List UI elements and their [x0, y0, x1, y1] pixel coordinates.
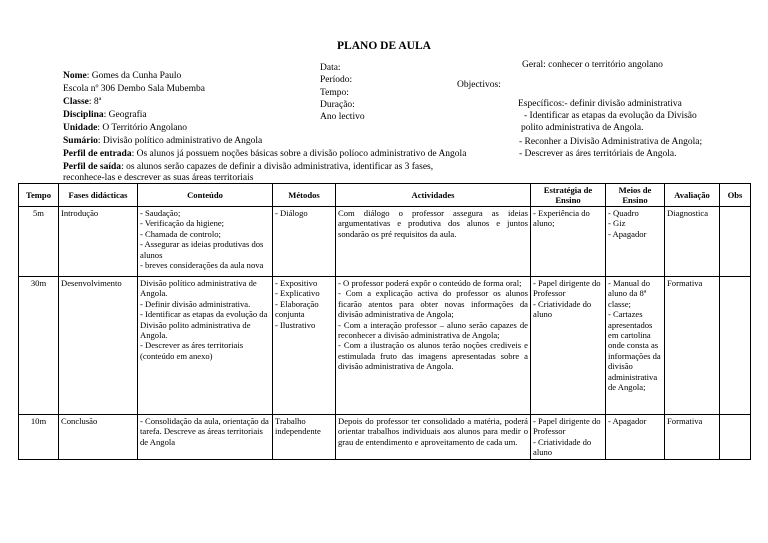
- cell-meios: [606, 415, 665, 460]
- tempo-label: Tempo:: [320, 88, 349, 98]
- header-conteudo: Conteúdo: [138, 184, 273, 207]
- data-label: Data:: [320, 63, 341, 73]
- sumario-line: [63, 135, 262, 147]
- disciplina-line: [63, 109, 147, 121]
- conteudo-line: - Chamada de controlo;: [140, 228, 221, 239]
- estrategia-line: - Criatividade do aluno: [533, 298, 592, 320]
- cell-actividades: [336, 277, 531, 415]
- estrategia-line: - Experiência do aluno;: [533, 208, 590, 229]
- sumario-value: : Divisão político administrativo de Angola: [97, 136, 263, 146]
- classe-line: [63, 96, 101, 108]
- header-obs: Obs: [720, 184, 751, 207]
- objectivos-label: Objectivos:: [457, 80, 501, 90]
- cell-conteudo: [138, 415, 273, 460]
- periodo-label: Período:: [320, 75, 353, 85]
- nome-value: : Gomes da Cunha Paulo: [86, 71, 182, 81]
- cell-actividades: [336, 415, 531, 460]
- cell-meios: [606, 207, 665, 277]
- duracao-label: Duração:: [320, 100, 355, 110]
- objectivo-especifico-5: - Descrever as áres territóriais de Angola.: [519, 149, 677, 159]
- actividade-line: - Com a ilustração os alunos terão noções crediveis e estimulada fruto das imagens apresentadas sobre a divisão administrativa de Angola.: [338, 340, 528, 372]
- header-actividades: Actividades: [336, 184, 531, 207]
- table-row: [19, 207, 751, 277]
- perfil-entrada-label: Perfil de entrada: [63, 149, 132, 159]
- cell-conteudo: [138, 207, 273, 277]
- header-metodos: Métodos: [273, 184, 336, 207]
- estrategia-line: - Papel dirigente do Professor: [533, 416, 601, 437]
- meio-line: - Apagador: [608, 228, 647, 239]
- cell-tempo: 5m: [19, 207, 59, 277]
- cell-actividades: [336, 207, 531, 277]
- cell-conteudo: [138, 277, 273, 415]
- conteudo-line: - Consolidação da aula, orientação da tarefa. Descreve as áreas territoriais de Angola: [140, 416, 269, 447]
- conteudo-line: - Assegurar as ideias produtivas dos alunos: [140, 239, 264, 260]
- cell-estrategia: [531, 415, 606, 460]
- estrategia-line: - Papel dirigente do Professor: [533, 278, 601, 299]
- objectivo-especifico-4: - Reconher a Divisão Administrativa de Angola;: [519, 137, 703, 147]
- conteudo-line: Divisão político administrativa de Angola.: [140, 278, 257, 299]
- escola-line: Escola nº 306 Dembo Sala Mubemba: [63, 84, 205, 94]
- conteudo-line: - breves considerações da aula nova: [140, 260, 264, 271]
- classe-label: Classe: [63, 97, 89, 107]
- objectivo-especifico-2: - Identificar as etapas da evolução da Divisão: [524, 111, 697, 121]
- actividade-line: Depois do professor ter consolidado a matéria, poderá orientar trabalhos individuais aos alunos para medir o grau de entendimento e aproveitamento de cada um.: [338, 416, 528, 447]
- actividade-line: - Com a interação professor – aluno serão capazes de reconhecer a divisão administrativa de Angola;: [338, 319, 528, 341]
- conteudo-line: - Definir divisão administrativa.: [140, 298, 251, 309]
- actividade-line: - O professor poderá expôr o conteúdo de forma oral;: [338, 278, 522, 288]
- actividade-line: - Com a explicação activa do professor os alunos ficarão atentos para obter novas informações da divisão administrativa de Angola;: [338, 288, 528, 320]
- table-row: [19, 415, 751, 460]
- cell-metodos: [273, 415, 336, 460]
- header-meios: Meios de Ensino: [606, 184, 665, 207]
- ano-lectivo-label: Ano lectivo: [320, 112, 365, 122]
- conteudo-line: - Identificar as etapas da evolução da Divisão polito administrativa de Angola.: [140, 309, 268, 341]
- estrategia-line: - Criatividade do aluno: [533, 436, 592, 458]
- disciplina-label: Disciplina: [63, 110, 104, 120]
- meio-line: - Quadro: [608, 208, 639, 218]
- table-row: [19, 277, 751, 415]
- nome-label: Nome: [63, 71, 87, 81]
- unidade-label: Unidade: [63, 123, 98, 133]
- unidade-value: : O Território Angolano: [97, 123, 187, 133]
- perfil-saida-line-2: reconhece-las e descrever as suas áreas territoriais: [63, 173, 254, 183]
- objectivo-especifico-3: polito administrativa de Angola.: [521, 123, 644, 133]
- perfil-entrada-value: : Os alunos já possuem noções básicas sobre a divisão políoco administrativo de Angola: [131, 149, 467, 159]
- header-tempo: Tempo: [19, 184, 59, 207]
- header-avaliacao: Avaliação: [665, 184, 720, 207]
- cell-meios: [606, 277, 665, 415]
- cell-fase: Conclusão: [59, 415, 138, 460]
- meio-line: - Giz: [608, 218, 626, 229]
- metodo-line: - Elaboração conjunta: [275, 298, 319, 320]
- objectivos-especificos: Específicos:- definir divisão administrativa: [518, 99, 682, 109]
- cell-fase: Introdução: [59, 207, 138, 277]
- header-estrategia: Estratégia de Ensino: [531, 184, 606, 207]
- cell-obs: [720, 415, 751, 460]
- cell-metodos: [273, 207, 336, 277]
- conteudo-line: - Verificação da higiene;: [140, 218, 225, 229]
- lesson-plan-table: [18, 183, 751, 460]
- perfil-saida-label: Perfil de saída: [63, 162, 122, 172]
- metodo-line: - Ilustrativo: [275, 319, 316, 330]
- nome-line: [63, 70, 181, 82]
- cell-estrategia: [531, 207, 606, 277]
- meio-line: - Manual do aluno da 8ª classe;: [608, 278, 651, 309]
- cell-metodos: [273, 277, 336, 415]
- meio-line: - Cartazes apresentados em cartolina onde consta as informações da divisão administrativa de Angola;: [608, 309, 661, 393]
- perfil-saida-value: : os alunos serão capazes de definir a divisão administrativa, identificar as 3 fases,: [121, 162, 434, 172]
- page-title: PLANO DE AULA: [337, 40, 431, 52]
- metodo-line: Trabalho independente: [275, 416, 321, 437]
- disciplina-value: : Geografia: [103, 110, 147, 120]
- meio-line: - Apagador: [608, 416, 647, 426]
- metodo-line: - Explicativo: [275, 288, 320, 299]
- cell-avaliacao: Formativa: [665, 415, 720, 460]
- cell-estrategia: [531, 277, 606, 415]
- cell-obs: [720, 277, 751, 415]
- cell-avaliacao: Formativa: [665, 277, 720, 415]
- table-header-row: [19, 184, 751, 207]
- metodo-line: - Diálogo: [275, 208, 308, 218]
- unidade-line: [63, 122, 187, 134]
- actividade-line: Com diálogo o professor assegura as ideias argumentativas e produtiva dos alunos e juntos sondarão os pré requisitos da aula.: [338, 208, 528, 239]
- metodo-line: - Expositivo: [275, 278, 318, 288]
- cell-obs: [720, 207, 751, 277]
- cell-avaliacao: Diagnostica: [665, 207, 720, 277]
- conteudo-line: - Saudação;: [140, 208, 181, 218]
- sumario-label: Sumário: [63, 136, 98, 146]
- conteudo-line: - Descrever as áres territoriais (conteúdo em anexo): [140, 340, 244, 361]
- perfil-entrada-line: [63, 148, 466, 160]
- header-fases: Fases didácticas: [59, 184, 138, 207]
- cell-fase: Desenvolvimento: [59, 277, 138, 415]
- classe-value: : 8ª: [88, 97, 102, 107]
- objectivo-geral: Geral: conhecer o território angolano: [522, 60, 663, 70]
- cell-tempo: 30m: [19, 277, 59, 415]
- cell-tempo: 10m: [19, 415, 59, 460]
